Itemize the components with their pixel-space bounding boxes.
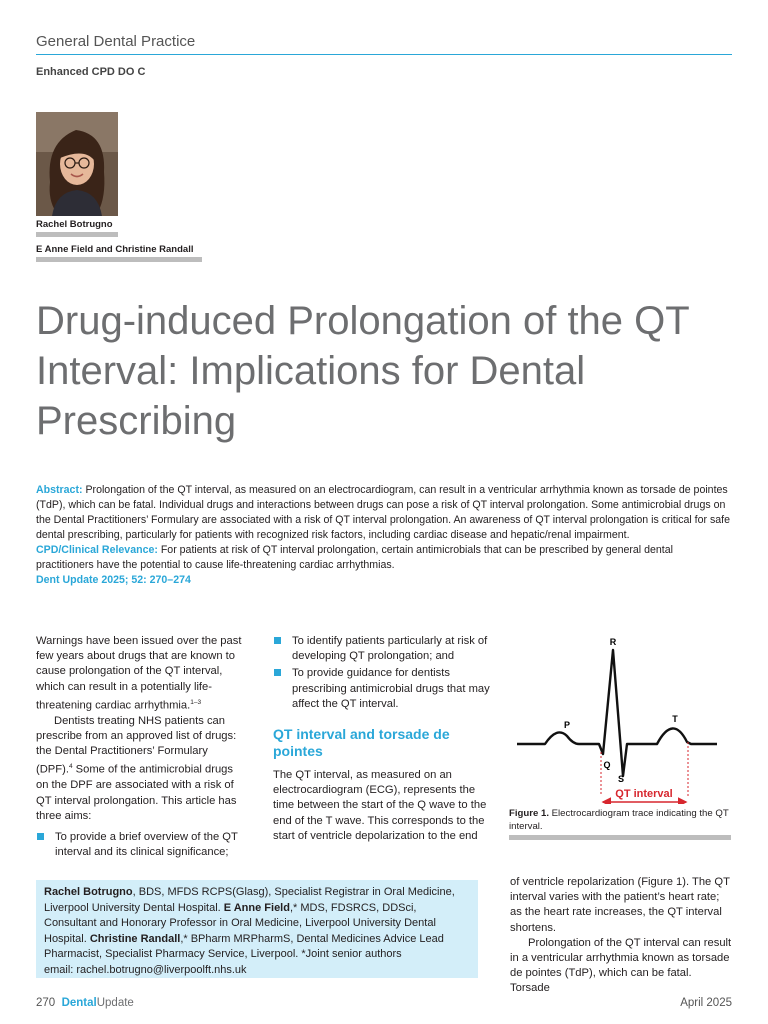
- citation: Dent Update 2025; 52: 270–274: [36, 574, 191, 586]
- list-item: [36, 830, 244, 860]
- label-q: Q: [603, 760, 611, 770]
- journal-section: General Dental Practice: [36, 33, 196, 50]
- author-divider: [36, 232, 118, 237]
- bullet-square-icon: [274, 669, 281, 676]
- author-photo: [36, 112, 118, 216]
- photo-author-name: Rachel Botrugno: [36, 219, 113, 230]
- label-s: S: [617, 774, 625, 784]
- list-item-text: To provide guidance for dentists prescribing antimicrobial drugs that may affect the QT interval.: [292, 667, 490, 710]
- body-column-1: [36, 634, 244, 862]
- affiliation-name: Christine Randall: [89, 932, 181, 945]
- abstract-label: Abstract:: [36, 484, 83, 496]
- body-column-2: [273, 634, 495, 844]
- bullet-square-icon: [274, 637, 281, 644]
- journal-logo-part2: Update: [96, 997, 134, 1009]
- qt-interval-label: QT interval: [615, 788, 673, 800]
- aims-list: [36, 830, 244, 860]
- issue-date: April 2025: [680, 997, 732, 1009]
- footer-left: [36, 997, 134, 1009]
- figure-caption-text: Electrocardiogram trace indicating the QT interval.: [509, 808, 729, 832]
- co-author-divider: [36, 257, 202, 262]
- paragraph: [510, 936, 732, 997]
- ecg-trace: [517, 650, 717, 776]
- paragraph: [36, 634, 244, 714]
- paragraph: [36, 714, 244, 824]
- label-r: R: [609, 637, 617, 647]
- abstract-text: Prolongation of the QT interval, as measured on an electrocardiogram, can result in a ventricular arrhythmia known as torsade de pointes (TdP), which can be fatal. Individual drugs and interactions between drugs can pose a risk of QT interval prolongation. Some antimicrobial drugs on the Dental Practitioners’ Formulary are associated with a risk of QT interval prolongation. An awareness of QT interval prolongation is critical for safe dental prescribing, particularly for patients with recognized risk factors, including cardiac disease and hepatic/renal impairment.: [36, 484, 731, 541]
- ecg-diagram: [509, 634, 731, 804]
- affiliation-text: ,* BPharm MRPharmS, Dental Medicines Advice Lead Pharmacist, Specialist Pharmacy Service, Liverpool. *Joint senior authors: [44, 932, 444, 960]
- affiliation-text: ,* MDS, FDSRCS, DDSci, Consultant and Honorary Professor in Oral Medicine, Liverpool University Dental Hospital.: [44, 901, 436, 945]
- reference: 4: [68, 763, 73, 771]
- list-item: [273, 634, 495, 664]
- author-affiliations: [36, 880, 478, 978]
- header-rule: [36, 54, 732, 55]
- figure-divider: [509, 835, 731, 840]
- figure-caption: [509, 808, 731, 833]
- page-number: 270: [36, 997, 56, 1009]
- paragraph-text: Dentists treating NHS patients can prescribe from an approved list of drugs: the Dental Practitioners’ Formulary (DPF).: [36, 714, 237, 777]
- paragraph-text: Warnings have been issued over the past few years about drugs that are known to cause prolongation of the QT interval, which can result in a potentially life-threatening cardiac arrhythmia.: [36, 635, 242, 712]
- aims-list-continued: [273, 634, 495, 712]
- list-item-text: To provide a brief overview of the QT interval and its clinical significance;: [55, 830, 238, 859]
- abstract: [36, 483, 732, 588]
- list-item-text: To identify patients particularly at risk of developing QT prolongation; and: [292, 635, 488, 663]
- list-item: [273, 666, 495, 712]
- body-column-3: [510, 875, 732, 997]
- cpd-label: Enhanced CPD DO C: [36, 66, 146, 78]
- paragraph-text: The QT interval, as measured on an electrocardiogram (ECG), represents the time between the start of the Q wave to the end of the T wave. This corresponds to the start of ventricle depolarization to the end: [273, 769, 487, 842]
- affiliation-text: , BDS, MFDS RCPS(Glasg), Specialist Registrar in Oral Medicine, Liverpool University Dental Hospital.: [44, 886, 455, 914]
- ecg-figure: [509, 634, 731, 804]
- paragraph-text: Prolongation of the QT interval can result in a ventricular arrhythmia known as torsade de pointes (TdP), which can be fatal. Torsade: [510, 936, 732, 995]
- bullet-square-icon: [37, 833, 44, 840]
- article-title: Drug-induced Prolongation of the QT Interval: Implications for Dental Prescribing: [36, 299, 689, 443]
- reference: 1–3: [190, 698, 202, 706]
- journal-logo-part1: Dental: [61, 997, 97, 1009]
- cpd-relevance-label: CPD/Clinical Relevance:: [36, 544, 158, 556]
- paragraph-text: Some of the antimicrobial drugs on the DPF are associated with a risk of QT interval prolongation. This article has three aims:: [36, 764, 237, 822]
- label-p: P: [563, 720, 571, 730]
- author-email[interactable]: email: rachel.botrugno@liverpoolft.nhs.uk: [44, 963, 247, 976]
- cpd-relevance-text: For patients at risk of QT interval prolongation, certain antimicrobials that can be prescribed by general dental practitioners have the potential to cause life-threatening cardiac arrhythmias.: [36, 544, 673, 571]
- section-heading: QT interval and torsade de pointes: [273, 726, 450, 760]
- label-t: T: [672, 714, 678, 724]
- affiliation-name: E Anne Field: [223, 901, 290, 914]
- affiliation-name: Rachel Botrugno: [44, 886, 133, 898]
- paragraph: [273, 768, 495, 844]
- figure-caption-label: Figure 1.: [509, 808, 549, 819]
- paragraph-text: of ventricle repolarization (Figure 1). The QT interval varies with the patient’s heart rate; as the heart rate increases, the QT interval shortens.: [510, 876, 730, 934]
- co-authors: E Anne Field and Christine Randall: [36, 244, 194, 255]
- paragraph: [510, 875, 732, 936]
- author-portrait: [36, 112, 118, 216]
